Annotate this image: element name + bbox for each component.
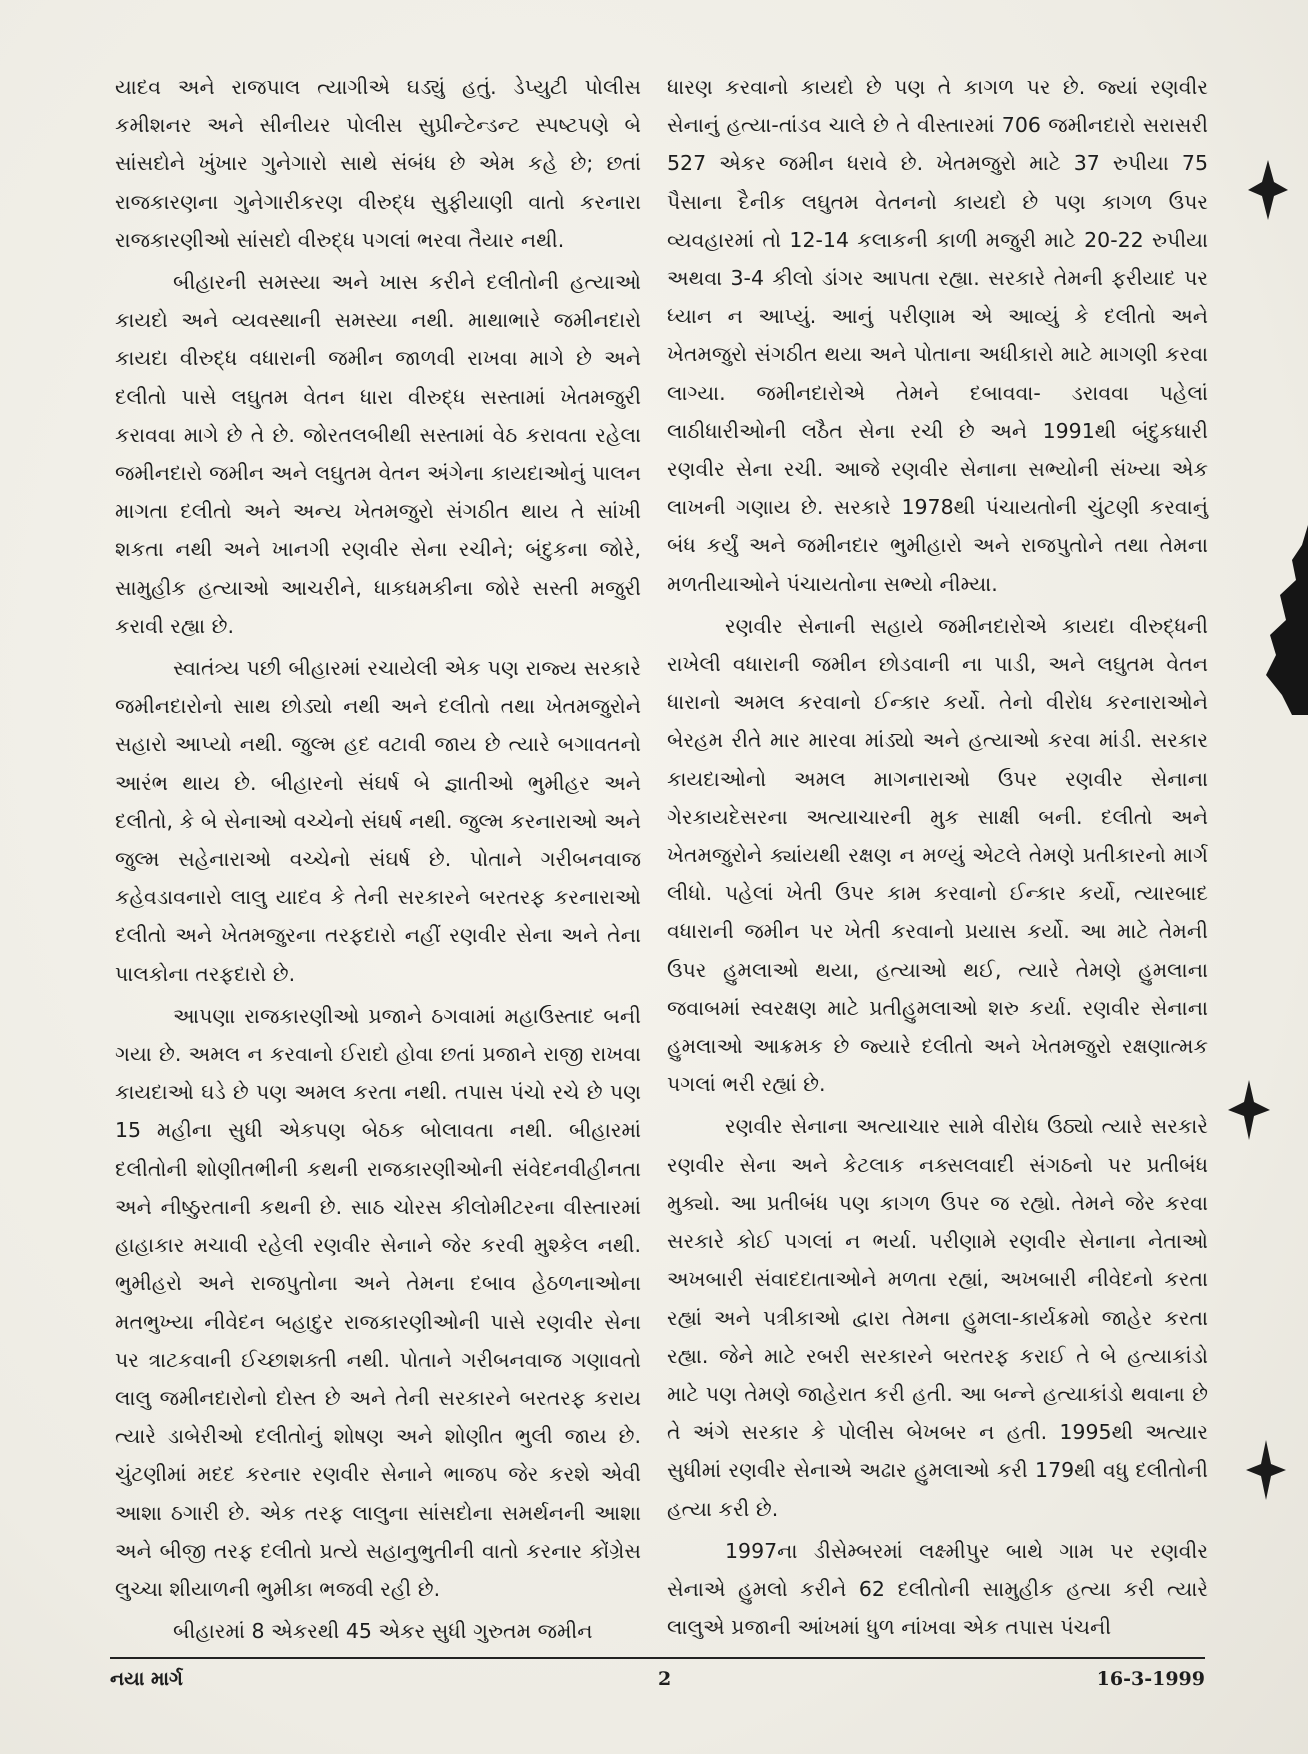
- publication-name: નયા માર્ગ: [110, 1668, 183, 1690]
- paragraph: બીહારમાં 8 એકરથી 45 એકર સુધી ગુરુતમ જમીન: [173, 1619, 593, 1644]
- paragraph: રણવીર સેનાની સહાયે જમીનદારોએ કાયદા વીરુદ્ધની રાખેલી વધારાની જમીન છોડવાની ના પાડી, અને લઘુતમ વેતન ધારાનો અમલ કરવાનો ઈન્કાર કર્યો. તેનો વીરોધ કરનારાઓને બેરહમ રીતે માર મારવા માંડ્યો અને હત્યાઓ કરવા માંડી. સરકાર કાયદાઓનો અમલ માગનારાઓ ઉપર રણવીર સેનાના ગેરકાયદેસરના અત્યાચારની મુક સાક્ષી બની. દલીતો અને ખેતમજુરોને ક્યાંયથી રક્ષણ ન મળ્યું એટલે તેમણે પ્રતીકારનો માર્ગ લીધો. પહેલાં ખેતી ઉપર કામ કરવાનો ઈન્કાર કર્યો, ત્યારબાદ વધારાની જમીન પર ખેતી કરવાનો પ્રયાસ કર્યો. આ માટે તેમની ઉપર હુમલાઓ થયા, હત્યાઓ થઈ, ત્યારે તેમણે હુમલાના જવાબમાં સ્વરક્ષણ માટે પ્રતીહુમલાઓ શરુ કર્યા. રણવીર સેનાના હુમલાઓ આક્રમક છે જ્યારે દલીતો અને ખેતમજુરો રક્ષણાત્મક પગલાં ભરી રહ્યાં છે.: [667, 613, 1208, 1097]
- paper-hole-icon: [1248, 160, 1288, 220]
- left-column: [115, 68, 641, 1650]
- page-footer: [110, 1668, 1205, 1702]
- page-number: 2: [658, 1668, 672, 1690]
- footer-rule: [110, 1657, 1205, 1659]
- paper-hole-icon: [1246, 1440, 1286, 1500]
- paragraph: બીહારની સમસ્યા અને ખાસ કરીને દલીતોની હત્યાઓ કાયદો અને વ્યવસ્થાની સમસ્યા નથી. માથાભારે જમીનદારો કાયદા વીરુદ્ધ વધારાની જમીન જાળવી રાખવા માગે છે અને દલીતો પાસે લઘુતમ વેતન ધારા વીરુદ્ધ સસ્તામાં ખેતમજુરી કરાવવા માગે છે તે છે. જોરતલબીથી સસ્તામાં વેઠ કરાવતા રહેલા જમીનદારો જમીન અને લઘુતમ વેતન અંગેના કાયદાઓનું પાલન માગતા દલીતો અને અન્ય ખેતમજુરો સંગઠીત થાય તે સાંખી શકતા નથી અને ખાનગી રણવીર સેના રચીને; બંદુકના જોરે, સામુહીક હત્યાઓ આચરીને, ધાકધમકીના જોરે સસ્તી મજુરી કરાવી રહ્યા છે.: [115, 270, 641, 638]
- paper-hole-icon: [1228, 1080, 1270, 1140]
- paragraph: 1997ના ડીસેમ્બરમાં લક્ષ્મીપુર બાથે ગામ પર રણવીર સેનાએ હુમલો કરીને 62 દલીતોની સામુહીક હત્યા કરી ત્યારે લાલુએ પ્રજાની આંખમાં ધુળ નાંખવા એક તપાસ પંચની: [667, 1538, 1208, 1640]
- issue-date: 16-3-1999: [1096, 1668, 1205, 1690]
- paper-tear-icon: [1262, 525, 1308, 715]
- paragraph: ધારણ કરવાનો કાયદો છે પણ તે કાગળ પર છે. જ્યાં રણવીર સેનાનું હત્યા-તાંડવ ચાલે છે તે વીસ્તારમાં 706 જમીનદારો સરાસરી 527 એકર જમીન ધરાવે છે. ખેતમજુરો માટે 37 રુપીયા 75 પૈસાના દૈનીક લઘુતમ વેતનનો કાયદો છે પણ કાગળ ઉપર વ્યવહારમાં તો 12-14 કલાકની કાળી મજુરી માટે 20-22 રુપીયા અથવા 3-4 કીલો ડાંગર આપતા રહ્યા. સરકારે તેમની ફરીયાદ પર ધ્યાન ન આપ્યું. આનું પરીણામ એ આવ્યું કે દલીતો અને ખેતમજુરો સંગઠીત થયા અને પોતાના અધીકારો માટે માગણી કરવા લાગ્યા. જમીનદારોએ તેમને દબાવવા- ડરાવવા પહેલાં લાઠીધારીઓની લઠૈત સેના રચી છે અને 1991થી બંદુકધારી રણવીર સેના રચી. આજે રણવીર સેનાના સભ્યોની સંખ્યા એક લાખની ગણાય છે. સરકારે 1978થી પંચાયતોની ચુંટણી કરવાનું બંધ કર્યું અને જમીનદાર ભુમીહારો અને રાજપુતોને તથા તેમના મળતીયાઓને પંચાયતોના સભ્યો નીમ્યા.: [667, 75, 1208, 596]
- paragraph: રણવીર સેનાના અત્યાચાર સામે વીરોધ ઉઠ્યો ત્યારે સરકારે રણવીર સેના અને કેટલાક નક્સલવાદી સંગઠનો પર પ્રતીબંધ મુક્યો. આ પ્રતીબંધ પણ કાગળ ઉપર જ રહ્યો. તેમને જેર કરવા સરકારે કોઈ પગલાં ન ભર્યા. પરીણામે રણવીર સેનાના નેતાઓ અખબારી સંવાદદાતાઓને મળતા રહ્યાં, અખબારી નીવેદનો કરતા રહ્યાં અને પત્રીકાઓ દ્વારા તેમના હુમલા-કાર્યક્રમો જાહેર કરતા રહ્યા. જેને માટે રબરી સરકારને બરતરફ કરાઈ તે બે હત્યાકાંડો માટે પણ તેમણે જાહેરાત કરી હતી. આ બન્ને હત્યાકાંડો થવાના છે તે અંગે સરકાર કે પોલીસ બેખબર ન હતી. 1995થી અત્યાર સુધીમાં રણવીર સેનાએ અઢાર હુમલાઓ કરી 179થી વધુ દલીતોની હત્યા કરી છે.: [667, 1114, 1208, 1521]
- paragraph: આપણા રાજકારણીઓ પ્રજાને ઠગવામાં મહાઉસ્તાદ બની ગયા છે. અમલ ન કરવાનો ઈરાદો હોવા છતાં પ્રજાને રાજી રાખવા કાયદાઓ ઘડે છે પણ અમલ કરતા નથી. તપાસ પંચો રચે છે પણ 15 મહીના સુધી એકપણ બેઠક બોલાવતા નથી. બીહારમાં દલીતોની શોણીતભીની કથની રાજકારણીઓની સંવેદનવીહીનતા અને નીષ્ઠુરતાની કથની છે. સાઠ ચોરસ કીલોમીટરના વીસ્તારમાં હાહાકાર મચાવી રહેલી રણવીર સેનાને જેર કરવી મુશ્કેલ નથી. ભુમીહરો અને રાજપુતોના અને તેમના દબાવ હેઠળનાઓના મતભુખ્યા નીવેદન બહાદુર રાજકારણીઓની પાસે રણવીર સેના પર ત્રાટકવાની ઈચ્છાશક્તી નથી. પોતાને ગરીબનવાજ ગણાવતો લાલુ જમીનદારોનો દોસ્ત છે અને તેની સરકારને બરતરફ કરાય ત્યારે ડાબેરીઓ દલીતોનું શોષણ અને શોણીત ભુલી જાય છે. ચુંટણીમાં મદદ કરનાર રણવીર સેનાને ભાજપ જેર કરશે એવી આશા ઠગારી છે. એક તરફ લાલુના સાંસદોના સમર્થનની આશા અને બીજી તરફ દલીતો પ્રત્યે સહાનુભુતીની વાતો કરનાર કોંગ્રેસ લુચ્ચા શીયાળની ભુમીકા ભજવી રહી છે.: [115, 1003, 641, 1601]
- paragraph: સ્વાતંત્ર્ય પછી બીહારમાં રચાયેલી એક પણ રાજ્ય સરકારે જમીનદારોનો સાથ છોડ્યો નથી અને દલીતો તથા ખેતમજુરોને સહારો આપ્યો નથી. જુલ્મ હદ વટાવી જાય છે ત્યારે બગાવતનો આરંભ થાય છે. બીહારનો સંઘર્ષ બે જ્ઞાતીઓ ભુમીહર અને દલીતો, કે બે સેનાઓ વચ્ચેનો સંઘર્ષ નથી. જુલ્મ કરનારાઓ અને જુલ્મ સહેનારાઓ વચ્ચેનો સંઘર્ષ છે. પોતાને ગરીબનવાજ કહેવડાવનારો લાલુ યાદવ કે તેની સરકારને બરતરફ કરનારાઓ દલીતો અને ખેતમજુરના તરફદારો નહીં રણવીર સેના અને તેના પાલકોના તરફદારો છે.: [115, 656, 641, 986]
- paragraph: યાદવ અને રાજપાલ ત્યાગીએ ઘડ્યું હતું. ડેપ્યુટી પોલીસ કમીશનર અને સીનીયર પોલીસ સુપ્રીન્ટેન્ડન્ટ સ્પષ્ટપણે બે સાંસદોને ખુંખાર ગુનેગારો સાથે સંબંધ છે એમ કહે છે; છતાં રાજકારણના ગુનેગારીકરણ વીરુદ્ધ સુફીયાણી વાતો કરનારા રાજકારણીઓ સાંસદો વીરુદ્ધ પગલાં ભરવા તૈયાર નથી.: [115, 75, 641, 252]
- right-column: [667, 68, 1208, 1646]
